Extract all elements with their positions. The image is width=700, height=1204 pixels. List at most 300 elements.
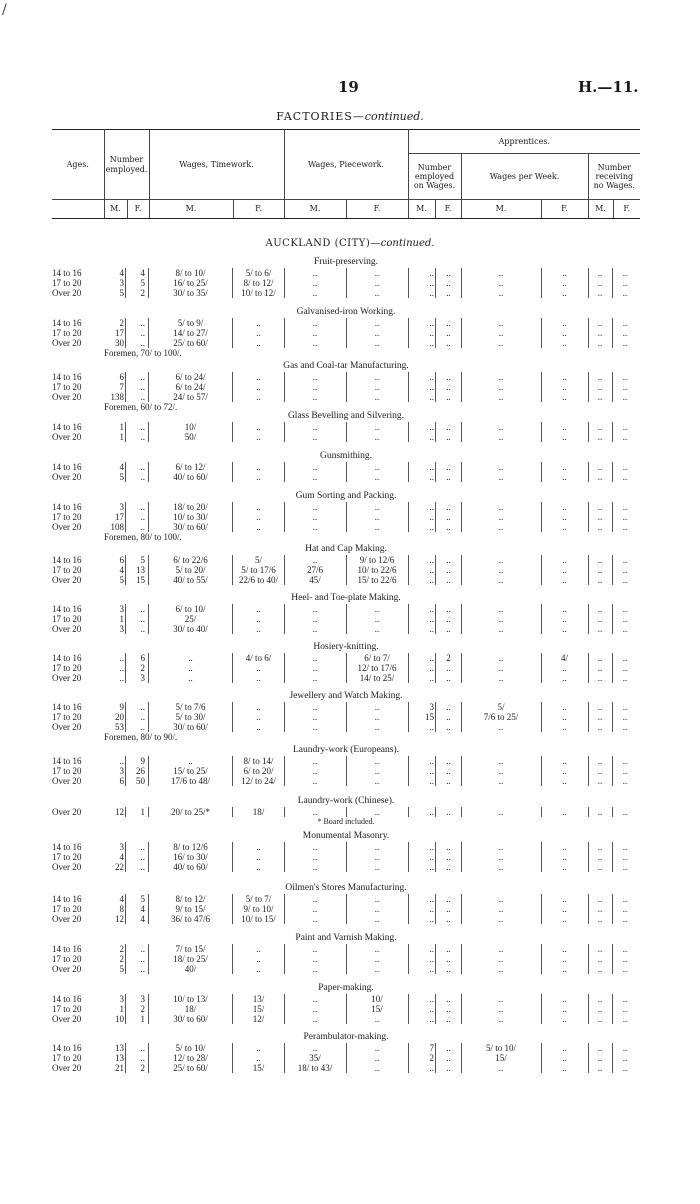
column-rule	[435, 842, 436, 872]
cell-age: 14 to 16	[52, 422, 82, 432]
cell-no-wage-female: ..	[622, 663, 628, 673]
cell-apprentice-wage-male: ..	[498, 288, 504, 298]
column-rule	[541, 842, 542, 872]
cell-piecework-male: ..	[312, 502, 318, 512]
cell-age: Over 20	[52, 807, 82, 817]
industry-section	[52, 450, 640, 482]
column-rule	[541, 653, 542, 683]
cell-timework-male: ..	[188, 756, 193, 766]
header-ages-blank	[52, 200, 104, 219]
cell-apprentice-male: ..	[429, 1063, 434, 1073]
cell-apprentice-wage-male: ..	[498, 766, 504, 776]
column-rule	[408, 842, 409, 872]
cell-piecework-female: ..	[374, 964, 380, 974]
cell-apprentice-female: ..	[446, 1043, 451, 1053]
cell-timework-male: 8/ to 10/	[175, 268, 206, 278]
column-rule	[541, 756, 542, 786]
column-rule	[408, 555, 409, 585]
column-rule	[461, 318, 462, 348]
cell-no-wage-male: ..	[597, 914, 603, 924]
cell-apprentice-wage-female: ..	[562, 663, 567, 673]
cell-timework-male: 5/ to 30/	[175, 712, 206, 722]
cell-timework-male: 5/ to 7/6	[175, 702, 206, 712]
industry-heading: Heel- and Toe-plate Making.	[291, 593, 401, 603]
cell-apprentice-wage-female: ..	[562, 338, 567, 348]
cell-apprentice-female: ..	[446, 944, 451, 954]
column-rule	[461, 422, 462, 442]
cell-male-employed: 4	[119, 565, 124, 575]
cell-piecework-male: ..	[312, 462, 318, 472]
cell-timework-male: 6/ to 12/	[175, 462, 206, 472]
cell-piecework-female: ..	[374, 894, 380, 904]
cell-piecework-female: ..	[374, 268, 380, 278]
industry-section	[52, 592, 640, 634]
cell-male-employed: 5	[119, 472, 124, 482]
column-rule	[408, 702, 409, 732]
cell-timework-male: 18/ to 20/	[173, 502, 208, 512]
cell-timework-female: ..	[256, 1053, 261, 1063]
column-rule	[148, 1043, 149, 1073]
cell-female-employed: ..	[140, 372, 145, 382]
column-rule	[435, 502, 436, 532]
cell-no-wage-male: ..	[597, 604, 603, 614]
column-rule	[541, 944, 542, 974]
cell-age: 14 to 16	[52, 994, 82, 1004]
column-rule	[612, 462, 613, 482]
cell-female-employed: ..	[140, 472, 145, 482]
cell-piecework-female: ..	[374, 288, 380, 298]
cell-age: 14 to 16	[52, 944, 82, 954]
cell-piecework-female: ..	[374, 462, 380, 472]
cell-timework-female: ..	[256, 604, 261, 614]
cell-apprentice-wage-female: ..	[562, 462, 567, 472]
cell-apprentice-male: ..	[429, 807, 434, 817]
column-rule	[346, 756, 347, 786]
cell-no-wage-female: ..	[622, 653, 628, 663]
column-rule	[148, 462, 149, 482]
column-rule	[232, 462, 233, 482]
cell-piecework-female: ..	[374, 842, 380, 852]
cell-apprentice-male: ..	[429, 842, 434, 852]
cell-female-employed: ..	[140, 382, 145, 392]
cell-female-employed: 5	[140, 894, 145, 904]
section-note: Foremen, 60/ to 72/.	[104, 402, 178, 412]
column-rule	[125, 994, 126, 1024]
cell-apprentice-wage-female: ..	[562, 624, 567, 634]
cell-apprentice-male: ..	[429, 432, 434, 442]
cell-piecework-male: ..	[312, 852, 318, 862]
cell-no-wage-female: ..	[622, 522, 628, 532]
cell-apprentice-female: ..	[446, 268, 451, 278]
column-rule	[125, 702, 126, 732]
cell-age: 17 to 20	[52, 712, 82, 722]
industry-heading: Glass Bevelling and Silvering.	[287, 411, 405, 421]
cell-piecework-male: ..	[312, 904, 318, 914]
page-number: 19	[338, 78, 359, 96]
cell-piecework-male: ..	[312, 288, 318, 298]
cell-no-wage-male: ..	[597, 776, 603, 786]
header-apprentices-on-wages: Number employed on Wages.	[408, 154, 461, 200]
column-rule	[435, 268, 436, 298]
cell-timework-male: 18/	[184, 1004, 197, 1014]
cell-apprentice-wage-male: ..	[498, 663, 504, 673]
cell-age: Over 20	[52, 288, 82, 298]
cell-no-wage-male: ..	[597, 862, 603, 872]
cell-female-employed: 1	[140, 807, 145, 817]
cell-male-employed: 9	[119, 702, 124, 712]
column-rule	[408, 807, 409, 817]
cell-timework-female: ..	[256, 722, 261, 732]
cell-age: 17 to 20	[52, 512, 82, 522]
cell-no-wage-female: ..	[622, 288, 628, 298]
cell-piecework-male: 45/	[309, 575, 321, 585]
column-rule	[461, 555, 462, 585]
column-rule	[284, 1043, 285, 1073]
cell-no-wage-male: ..	[597, 807, 603, 817]
cell-apprentice-female: ..	[446, 512, 451, 522]
column-rule	[408, 653, 409, 683]
column-rule	[461, 462, 462, 482]
cell-timework-male: 6/ to 24/	[175, 382, 206, 392]
cell-apprentice-male: ..	[429, 624, 434, 634]
cell-female-employed: 2	[140, 663, 145, 673]
cell-apprentice-wage-male: ..	[498, 522, 504, 532]
column-rule	[125, 807, 126, 817]
cell-timework-male: 24/ to 57/	[173, 392, 208, 402]
column-rule	[435, 318, 436, 348]
cell-apprentice-female: ..	[446, 807, 451, 817]
cell-apprentice-male: ..	[429, 462, 434, 472]
cell-piecework-female: 15/ to 22/6	[357, 575, 397, 585]
column-rule	[408, 994, 409, 1024]
cell-apprentice-male: ..	[429, 914, 434, 924]
cell-piecework-male: ..	[312, 702, 318, 712]
cell-piecework-female: ..	[374, 712, 380, 722]
column-rule	[408, 422, 409, 442]
cell-apprentice-wage-male: ..	[498, 604, 504, 614]
cell-piecework-female: ..	[374, 1063, 380, 1073]
cell-female-employed: ..	[140, 862, 145, 872]
cell-piecework-male: ..	[312, 624, 318, 634]
cell-apprentice-wage-male: ..	[498, 722, 504, 732]
cell-timework-female: 15/	[252, 1004, 265, 1014]
header-wages-timework: Wages, Timework.	[149, 130, 284, 200]
cell-age: 17 to 20	[52, 614, 82, 624]
cell-female-employed: ..	[140, 614, 145, 624]
cell-male-employed: 4	[119, 852, 124, 862]
industry-section	[52, 932, 640, 974]
industry-section	[52, 641, 640, 683]
column-rule	[588, 944, 589, 974]
cell-apprentice-female: ..	[446, 673, 451, 683]
column-rule	[541, 1043, 542, 1073]
industry-heading: Jewellery and Watch Making.	[289, 691, 403, 701]
header-f: F.	[435, 200, 461, 219]
cell-age: 17 to 20	[52, 1004, 82, 1014]
cell-apprentice-wage-male: ..	[498, 565, 504, 575]
cell-male-employed: 12	[115, 914, 124, 924]
cell-no-wage-male: ..	[597, 328, 603, 338]
column-rule	[284, 462, 285, 482]
cell-male-employed: ..	[119, 756, 124, 766]
industry-heading: Gunsmithing.	[320, 451, 372, 461]
cell-apprentice-wage-male: ..	[498, 338, 504, 348]
cell-no-wage-female: ..	[622, 1014, 628, 1024]
cell-age: 17 to 20	[52, 954, 82, 964]
cell-piecework-female: ..	[374, 472, 380, 482]
cell-piecework-female: ..	[374, 776, 380, 786]
column-rule	[284, 842, 285, 872]
industry-section	[52, 830, 640, 872]
header-m: M.	[284, 200, 346, 219]
cell-timework-female: ..	[256, 702, 261, 712]
cell-piecework-female: ..	[374, 852, 380, 862]
cell-female-employed: ..	[140, 722, 145, 732]
cell-apprentice-male: ..	[429, 522, 434, 532]
cell-timework-female: 8/ to 12/	[243, 278, 274, 288]
cell-no-wage-male: ..	[597, 653, 603, 663]
cell-apprentice-female: ..	[446, 278, 451, 288]
column-rule	[148, 807, 149, 817]
cell-apprentice-male: 7	[429, 1043, 434, 1053]
cell-no-wage-female: ..	[622, 766, 628, 776]
cell-timework-male: 5/ to 9/	[177, 318, 204, 328]
cell-apprentice-male: ..	[429, 673, 434, 683]
cell-apprentice-wage-female: ..	[562, 318, 567, 328]
cell-age: 14 to 16	[52, 653, 82, 663]
industry-heading: Perambulator-making.	[303, 1032, 389, 1042]
cell-timework-male: 10/ to 30/	[173, 512, 208, 522]
column-rule	[346, 842, 347, 872]
cell-male-employed: 2	[119, 944, 124, 954]
cell-piecework-male: ..	[312, 894, 318, 904]
cell-female-employed: ..	[140, 512, 145, 522]
cell-apprentice-male: ..	[429, 392, 434, 402]
cell-female-employed: 2	[140, 1063, 145, 1073]
cell-no-wage-female: ..	[622, 565, 628, 575]
column-rule	[125, 462, 126, 482]
header-ages: Ages.	[52, 130, 104, 200]
cell-piecework-male: ..	[312, 862, 318, 872]
cell-piecework-male: ..	[312, 673, 318, 683]
cell-no-wage-male: ..	[597, 954, 603, 964]
column-rule	[125, 268, 126, 298]
cell-timework-male: 18/ to 25/	[173, 954, 208, 964]
cell-no-wage-female: ..	[622, 502, 628, 512]
cell-female-employed: 3	[140, 994, 145, 1004]
column-rule	[125, 944, 126, 974]
cell-male-employed: 1	[119, 422, 124, 432]
cell-apprentice-male: ..	[429, 862, 434, 872]
column-rule	[461, 842, 462, 872]
cell-apprentice-wage-male: ..	[498, 268, 504, 278]
cell-apprentice-wage-male: 7/6 to 25/	[483, 712, 519, 722]
column-rule	[435, 422, 436, 442]
industry-heading: Fruit-preserving.	[313, 257, 379, 267]
cell-piecework-female: 14/ to 25/	[359, 673, 395, 683]
cell-no-wage-male: ..	[597, 512, 603, 522]
industry-section	[52, 490, 640, 542]
cell-apprentice-male: ..	[429, 776, 434, 786]
cell-timework-female: 13/	[252, 994, 265, 1004]
column-rule	[284, 422, 285, 442]
cell-male-employed: 3	[119, 766, 124, 776]
cell-no-wage-female: ..	[622, 512, 628, 522]
cell-timework-female: ..	[256, 852, 261, 862]
column-rule	[408, 318, 409, 348]
cell-no-wage-male: ..	[597, 502, 603, 512]
cell-female-employed: ..	[140, 502, 145, 512]
column-rule	[408, 894, 409, 924]
column-rule	[148, 702, 149, 732]
section-footnote: * Board included.	[317, 817, 375, 826]
cell-apprentice-wage-male: ..	[498, 624, 504, 634]
cell-no-wage-female: ..	[622, 776, 628, 786]
header-f: F.	[233, 200, 284, 219]
cell-apprentice-wage-male: ..	[498, 964, 504, 974]
cell-piecework-male: ..	[312, 382, 318, 392]
column-rule	[588, 604, 589, 634]
cell-apprentice-male: ..	[429, 268, 434, 278]
cell-apprentice-wage-female: ..	[562, 766, 567, 776]
column-rule	[148, 653, 149, 683]
column-rule	[346, 604, 347, 634]
cell-piecework-male: ..	[312, 776, 318, 786]
cell-apprentice-wage-male: ..	[498, 954, 504, 964]
column-rule	[148, 422, 149, 442]
table-header	[52, 129, 640, 219]
cell-no-wage-female: ..	[622, 964, 628, 974]
column-rule	[612, 555, 613, 585]
cell-piecework-male: ..	[312, 964, 318, 974]
cell-no-wage-male: ..	[597, 432, 603, 442]
cell-timework-male: 25/	[184, 614, 197, 624]
cell-age: 14 to 16	[52, 555, 82, 565]
cell-apprentice-wage-female: ..	[562, 565, 567, 575]
column-rule	[125, 1043, 126, 1073]
cell-male-employed: 1	[119, 614, 124, 624]
cell-female-employed: ..	[140, 852, 145, 862]
cell-age: Over 20	[52, 1014, 82, 1024]
column-rule	[541, 807, 542, 817]
industry-section	[52, 410, 640, 442]
column-rule	[435, 894, 436, 924]
column-rule	[284, 894, 285, 924]
cell-piecework-female: 10/ to 22/6	[357, 565, 397, 575]
cell-no-wage-female: ..	[622, 624, 628, 634]
cell-apprentice-male: ..	[429, 288, 434, 298]
cell-no-wage-male: ..	[597, 852, 603, 862]
column-rule	[588, 462, 589, 482]
cell-timework-male: 12/ to 28/	[173, 1053, 208, 1063]
cell-apprentice-wage-female: ..	[562, 432, 567, 442]
cell-timework-female: ..	[256, 862, 261, 872]
column-rule	[435, 807, 436, 817]
column-rule	[125, 422, 126, 442]
cell-no-wage-male: ..	[597, 766, 603, 776]
column-rule	[435, 372, 436, 402]
header-m: M.	[408, 200, 435, 219]
cell-apprentice-female: ..	[446, 702, 451, 712]
column-rule	[541, 502, 542, 532]
column-rule	[346, 268, 347, 298]
cell-apprentice-wage-female: ..	[562, 673, 567, 683]
cell-no-wage-female: ..	[622, 278, 628, 288]
cell-apprentice-female: ..	[446, 964, 451, 974]
cell-no-wage-female: ..	[622, 555, 628, 565]
column-rule	[588, 372, 589, 402]
cell-timework-female: 10/ to 12/	[241, 288, 276, 298]
cell-timework-male: 40/ to 60/	[173, 472, 208, 482]
column-rule	[148, 372, 149, 402]
cell-apprentice-wage-female: ..	[562, 954, 567, 964]
cell-apprentice-male: 15	[425, 712, 434, 722]
cell-no-wage-male: ..	[597, 1063, 603, 1073]
cell-age: 17 to 20	[52, 328, 82, 338]
cell-male-employed: ..	[119, 663, 124, 673]
cell-no-wage-male: ..	[597, 338, 603, 348]
column-rule	[588, 653, 589, 683]
cell-male-employed: 138	[110, 392, 124, 402]
cell-apprentice-female: ..	[446, 722, 451, 732]
cell-timework-female: ..	[256, 422, 261, 432]
header-m: M.	[104, 200, 127, 219]
cell-piecework-female: ..	[374, 422, 380, 432]
industry-heading: Paint and Varnish Making.	[295, 933, 397, 943]
cell-apprentice-female: ..	[446, 328, 451, 338]
cell-piecework-female: ..	[374, 522, 380, 532]
cell-no-wage-male: ..	[597, 994, 603, 1004]
column-rule	[125, 756, 126, 786]
cell-age: 17 to 20	[52, 1053, 82, 1063]
cell-apprentice-wage-female: ..	[562, 1063, 567, 1073]
cell-piecework-female: 10/	[371, 994, 383, 1004]
header-f: F.	[613, 200, 640, 219]
cell-piecework-female: 9/ to 12/6	[359, 555, 395, 565]
cell-timework-male: 36/ to 47/6	[170, 914, 210, 924]
column-rule	[435, 1043, 436, 1073]
cell-apprentice-male: 3	[429, 702, 434, 712]
industry-section	[52, 543, 640, 585]
cell-apprentice-wage-male: ..	[498, 862, 504, 872]
cell-female-employed: 5	[140, 278, 145, 288]
cell-timework-male: 40/ to 55/	[173, 575, 208, 585]
cell-apprentice-male: ..	[429, 604, 434, 614]
column-rule	[346, 894, 347, 924]
cell-apprentice-male: ..	[429, 944, 434, 954]
column-rule	[588, 422, 589, 442]
cell-no-wage-female: ..	[622, 1063, 628, 1073]
cell-piecework-male: ..	[312, 318, 318, 328]
cell-apprentice-wage-female: ..	[562, 472, 567, 482]
column-rule	[588, 702, 589, 732]
cell-no-wage-female: ..	[622, 382, 628, 392]
cell-no-wage-female: ..	[622, 372, 628, 382]
cell-piecework-male: 18/ to 43/	[297, 1063, 333, 1073]
cell-apprentice-wage-female: ..	[562, 807, 567, 817]
cell-timework-female: ..	[256, 842, 261, 852]
cell-apprentice-wage-female: ..	[562, 614, 567, 624]
cell-no-wage-female: ..	[622, 472, 628, 482]
column-rule	[588, 555, 589, 585]
cell-male-employed: 17	[115, 328, 124, 338]
cell-piecework-male: ..	[312, 766, 318, 776]
cell-age: 14 to 16	[52, 318, 82, 328]
cell-apprentice-wage-male: ..	[498, 318, 504, 328]
cell-apprentice-wage-female: ..	[562, 604, 567, 614]
cell-apprentice-female: ..	[446, 462, 451, 472]
cell-piecework-female: ..	[374, 1014, 380, 1024]
